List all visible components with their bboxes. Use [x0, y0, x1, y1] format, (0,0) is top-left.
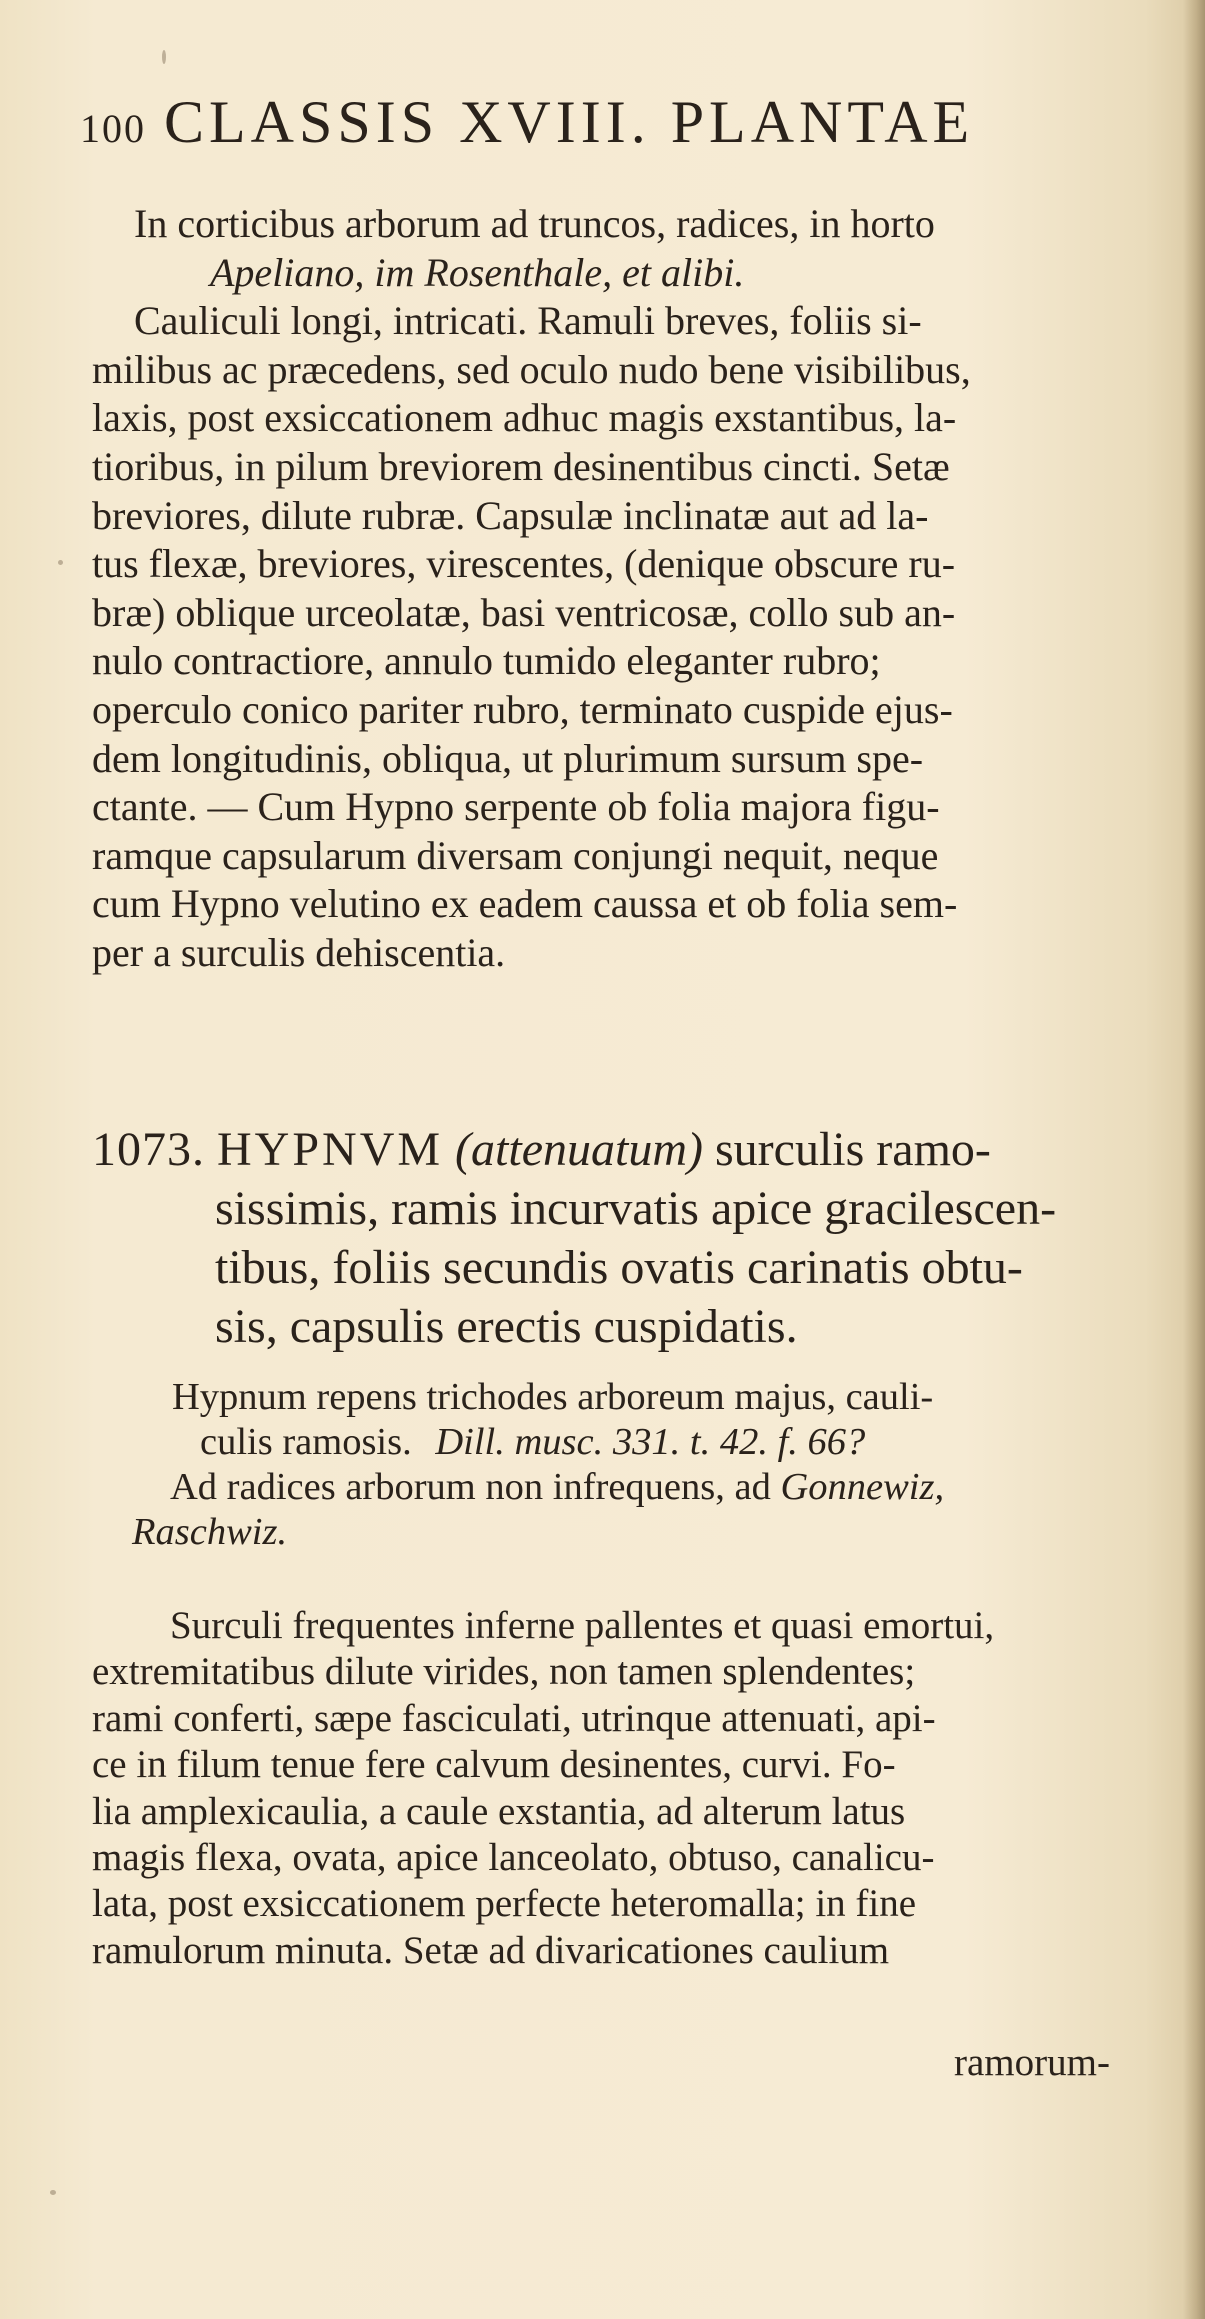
previous-entry-text [92, 200, 1152, 978]
text-line: magis flexa, ovata, apice lanceolato, obtuso, canalicu- [92, 1835, 935, 1879]
diagnosis-line: sissimis, ramis incurvatis apice gracilescen- [215, 1182, 1057, 1235]
text-line: ce in filum tenue fere calvum desinentes, curvi. Fo- [92, 1743, 896, 1787]
running-title: CLASSIS XVIII. PLANTAE [164, 89, 975, 155]
paper-speck [58, 560, 63, 565]
text-line: milibus ac præcedens, sed oculo nudo bene visibilibus, [92, 346, 971, 392]
text-line: ctante. — Cum Hypno serpente ob folia majora figu- [92, 784, 940, 830]
locality-name: Gonnewiz, [780, 1466, 945, 1508]
text-line: Apeliano, im Rosenthale, et alibi. [210, 249, 745, 295]
text-line: lata, post exsiccationem perfecte heteromalla; in fine [92, 1882, 917, 1926]
text-line: Cauliculi longi, intricati. Ramuli breves, foliis si- [134, 298, 922, 344]
synonym-habitat [92, 1375, 1152, 1555]
page-edge-shadow [1183, 0, 1205, 2319]
text-line: cum Hypno velutino ex eadem caussa et ob folia sem- [92, 881, 958, 927]
text-line: dem longitudinis, obliqua, ut plurimum sursum spe- [92, 735, 924, 781]
synonym-text: culis ramosis. [200, 1421, 412, 1463]
citation: Dill. musc. 331. t. 42. f. 66? [435, 1421, 866, 1463]
species-epithet: (attenuatum) [455, 1123, 703, 1176]
synonym-line: Hypnum repens trichodes arboreum majus, cauli- [172, 1376, 934, 1418]
text-line: In corticibus arborum ad truncos, radices, in horto [134, 201, 935, 246]
text-line: nulo contractiore, annulo tumido eleganter rubro; [92, 638, 881, 684]
paper-speck [50, 2190, 56, 2195]
text-line: tioribus, in pilum breviorem desinentibus cincti. Setæ [92, 443, 950, 489]
text-line: rami conferti, sæpe fasciculati, utrinque attenuati, api- [92, 1696, 936, 1740]
synonym-line [92, 1420, 1152, 1465]
entry-number: 1073. [92, 1123, 205, 1176]
species-entry [92, 1120, 1172, 1356]
diagnosis-line: surculis ramo- [714, 1123, 991, 1176]
text-line: tus flexæ, breviores, virescentes, (denique obscure ru- [92, 541, 956, 587]
text-line: lia amplexicaulia, a caule exstantia, ad alterum latus [92, 1789, 906, 1833]
page-number: 100 [80, 106, 146, 151]
catchword: ramorum- [954, 2041, 1110, 2084]
diagnosis-line: sis, capsulis erectis cuspidatis. [215, 1300, 798, 1353]
text-line: extremitatibus dilute virides, non tamen splendentes; [92, 1650, 916, 1694]
page-header [80, 88, 1080, 158]
text-line: ramulorum minuta. Setæ ad divaricationes caulium [92, 1928, 890, 1972]
description-text [92, 1603, 1162, 1974]
text-line: laxis, post exsiccationem adhuc magis exstantibus, la- [92, 395, 957, 441]
text-line: per a surculis dehiscentia. [92, 929, 506, 975]
paper-speck [162, 50, 166, 64]
locality-name: Raschwiz. [132, 1511, 288, 1553]
text-line: bræ) oblique urceolatæ, basi ventricosæ, collo sub an- [92, 589, 956, 635]
entry-heading [92, 1120, 1172, 1179]
text-line: operculo conico pariter rubro, terminato cuspide ejus- [92, 686, 953, 732]
habitat-text: Ad radices arborum non infrequens, ad [170, 1466, 771, 1508]
text-line: breviores, dilute rubræ. Capsulæ inclinatæ aut ad la- [92, 492, 929, 538]
habitat-line [92, 1465, 1152, 1510]
genus-name: HYPNVM [217, 1123, 444, 1176]
diagnosis-line: tibus, foliis secundis ovatis carinatis obtu- [215, 1241, 1023, 1294]
text-line: Surculi frequentes inferne pallentes et quasi emortui, [170, 1604, 995, 1647]
text-line: ramque capsularum diversam conjungi nequit, neque [92, 832, 939, 878]
